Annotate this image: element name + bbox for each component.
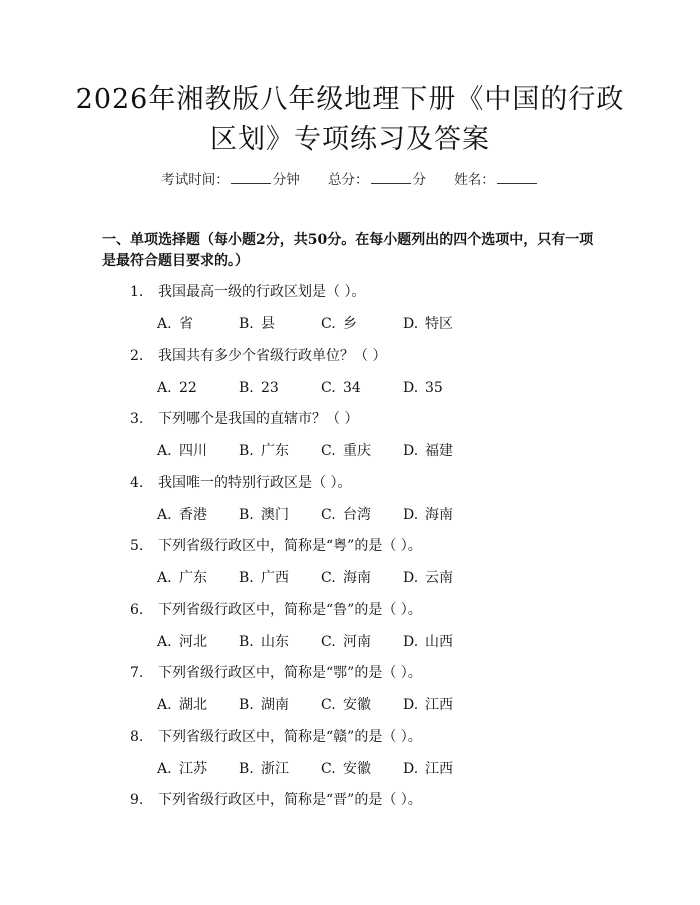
question-number: 8. xyxy=(130,728,144,745)
option-text: 35 xyxy=(425,379,443,396)
option-letter: B. xyxy=(239,570,254,586)
option-c xyxy=(321,695,403,715)
question-3-options xyxy=(157,441,485,461)
option-letter: A. xyxy=(157,506,172,523)
option-letter: C. xyxy=(321,316,336,332)
option-letter: B. xyxy=(239,316,254,332)
question-5 xyxy=(130,536,422,556)
option-text: 江苏 xyxy=(179,760,207,777)
question-text: 下列省级行政区中，简称是“赣”的是（ ）。 xyxy=(158,728,422,745)
option-letter: B. xyxy=(239,506,254,523)
option-d xyxy=(403,314,485,334)
option-letter: D. xyxy=(403,506,419,523)
option-b xyxy=(239,632,321,652)
option-c xyxy=(321,314,403,334)
option-text: 江西 xyxy=(425,760,453,777)
student-name-field xyxy=(454,172,539,188)
option-b xyxy=(239,314,321,334)
question-7 xyxy=(130,663,422,683)
option-d xyxy=(403,759,485,779)
option-letter: A. xyxy=(157,697,172,713)
option-letter: C. xyxy=(321,570,336,586)
total-score-unit: 分 xyxy=(412,172,426,188)
option-letter: C. xyxy=(321,633,336,650)
option-letter: C. xyxy=(321,760,336,777)
exam-time-unit: 分钟 xyxy=(272,172,300,188)
option-letter: A. xyxy=(157,633,172,650)
question-8-options xyxy=(157,759,485,779)
option-d xyxy=(403,441,485,461)
option-b xyxy=(239,759,321,779)
option-a xyxy=(157,378,239,398)
exam-time-blank xyxy=(231,171,271,184)
question-number: 9. xyxy=(130,792,144,808)
option-d xyxy=(403,695,485,715)
option-a xyxy=(157,759,239,779)
option-letter: A. xyxy=(157,316,172,332)
section-heading-line-1: 一、单项选择题（每小题2分，共50分。在每小题列出的四个选项中，只有一项 xyxy=(102,232,594,248)
option-letter: D. xyxy=(403,316,419,332)
question-text: 下列哪个是我国的直辖市？（ ） xyxy=(158,411,359,427)
option-b xyxy=(239,568,321,588)
option-letter: C. xyxy=(321,697,336,713)
option-text: 香港 xyxy=(179,506,207,523)
option-text: 特区 xyxy=(425,316,453,332)
option-text: 福建 xyxy=(425,443,453,459)
option-letter: A. xyxy=(157,760,172,777)
option-letter: A. xyxy=(157,379,172,396)
option-text: 湖南 xyxy=(261,697,289,713)
question-number: 1. xyxy=(130,284,144,300)
question-number: 4. xyxy=(130,474,144,491)
option-letter: D. xyxy=(403,633,419,650)
option-b xyxy=(239,441,321,461)
question-number: 5. xyxy=(130,538,144,554)
option-letter: B. xyxy=(239,379,254,396)
question-1 xyxy=(130,282,365,302)
option-text: 云南 xyxy=(425,570,453,586)
option-d xyxy=(403,378,485,398)
option-text: 四川 xyxy=(179,443,207,459)
option-text: 浙江 xyxy=(261,760,289,777)
option-text: 海南 xyxy=(343,570,371,586)
question-text: 我国共有多少个省级行政单位？（ ） xyxy=(158,347,387,364)
question-8 xyxy=(130,727,422,747)
option-c xyxy=(321,568,403,588)
option-text: 河北 xyxy=(179,633,207,650)
option-letter: D. xyxy=(403,697,419,713)
option-letter: D. xyxy=(403,570,419,586)
question-3 xyxy=(130,409,358,429)
student-name-label: 姓名： xyxy=(454,172,495,188)
question-text: 下列省级行政区中，简称是“鲁”的是（ ）。 xyxy=(158,601,422,618)
option-c xyxy=(321,505,403,525)
option-text: 湖北 xyxy=(179,697,207,713)
option-text: 广西 xyxy=(261,570,289,586)
option-a xyxy=(157,314,239,334)
option-letter: A. xyxy=(157,570,172,586)
option-c xyxy=(321,441,403,461)
option-d xyxy=(403,568,485,588)
question-text: 下列省级行政区中，简称是“鄂”的是（ ）。 xyxy=(158,665,422,681)
option-text: 22 xyxy=(179,379,197,396)
question-4 xyxy=(130,473,351,493)
option-d xyxy=(403,505,485,525)
question-2-options xyxy=(157,378,485,398)
option-text: 安徽 xyxy=(343,760,371,777)
option-text: 34 xyxy=(343,379,361,396)
question-text: 下列省级行政区中，简称是“粤”的是（ ）。 xyxy=(158,538,422,554)
option-letter: D. xyxy=(403,379,419,396)
option-b xyxy=(239,378,321,398)
exam-time-field xyxy=(161,172,300,188)
question-6-options xyxy=(157,632,485,652)
option-letter: D. xyxy=(403,760,419,777)
total-score-field xyxy=(328,172,426,188)
question-4-options xyxy=(157,505,485,525)
question-number: 2. xyxy=(130,347,144,364)
option-a xyxy=(157,441,239,461)
document-title-line-2: 区划》专项练习及答案 xyxy=(210,124,490,155)
option-text: 安徽 xyxy=(343,697,371,713)
question-9 xyxy=(130,790,422,810)
option-b xyxy=(239,505,321,525)
option-letter: A. xyxy=(157,443,172,459)
option-letter: B. xyxy=(239,760,254,777)
option-d xyxy=(403,632,485,652)
option-text: 重庆 xyxy=(343,443,371,459)
option-text: 台湾 xyxy=(343,506,371,523)
question-text: 我国最高一级的行政区划是（ ）。 xyxy=(158,284,366,300)
question-1-options xyxy=(157,314,485,334)
question-2 xyxy=(130,346,386,366)
option-letter: C. xyxy=(321,443,336,459)
total-score-label: 总分： xyxy=(328,172,369,188)
option-a xyxy=(157,505,239,525)
student-name-blank xyxy=(497,171,537,184)
question-text: 我国唯一的特别行政区是（ ）。 xyxy=(158,474,352,491)
option-c xyxy=(321,632,403,652)
option-letter: D. xyxy=(403,443,419,459)
option-text: 山东 xyxy=(261,633,289,650)
option-c xyxy=(321,378,403,398)
option-text: 澳门 xyxy=(261,506,289,523)
option-b xyxy=(239,695,321,715)
section-heading-line-2: 是最符合题目要求的。） xyxy=(102,253,249,269)
option-text: 县 xyxy=(261,316,275,332)
question-5-options xyxy=(157,568,485,588)
option-text: 23 xyxy=(261,379,279,396)
option-letter: B. xyxy=(239,443,254,459)
option-text: 省 xyxy=(179,316,193,332)
option-text: 海南 xyxy=(425,506,453,523)
option-letter: B. xyxy=(239,697,254,713)
question-7-options xyxy=(157,695,485,715)
option-text: 江西 xyxy=(425,697,453,713)
option-a xyxy=(157,695,239,715)
option-letter: B. xyxy=(239,633,254,650)
exam-info-line xyxy=(0,168,700,188)
option-c xyxy=(321,759,403,779)
option-letter: C. xyxy=(321,379,336,396)
question-6 xyxy=(130,600,422,620)
question-number: 3. xyxy=(130,411,144,427)
question-number: 7. xyxy=(130,665,144,681)
question-text: 下列省级行政区中，简称是“晋”的是（ ）。 xyxy=(158,792,422,808)
question-number: 6. xyxy=(130,601,144,618)
option-a xyxy=(157,632,239,652)
option-letter: C. xyxy=(321,506,336,523)
option-text: 广东 xyxy=(179,570,207,586)
option-text: 乡 xyxy=(343,316,357,332)
total-score-blank xyxy=(371,171,411,184)
option-text: 河南 xyxy=(343,633,371,650)
option-a xyxy=(157,568,239,588)
option-text: 广东 xyxy=(261,443,289,459)
option-text: 山西 xyxy=(425,633,453,650)
exam-time-label: 考试时间： xyxy=(161,172,229,188)
document-title-line-1: 2026年湘教版八年级地理下册《中国的行政 xyxy=(75,84,625,115)
